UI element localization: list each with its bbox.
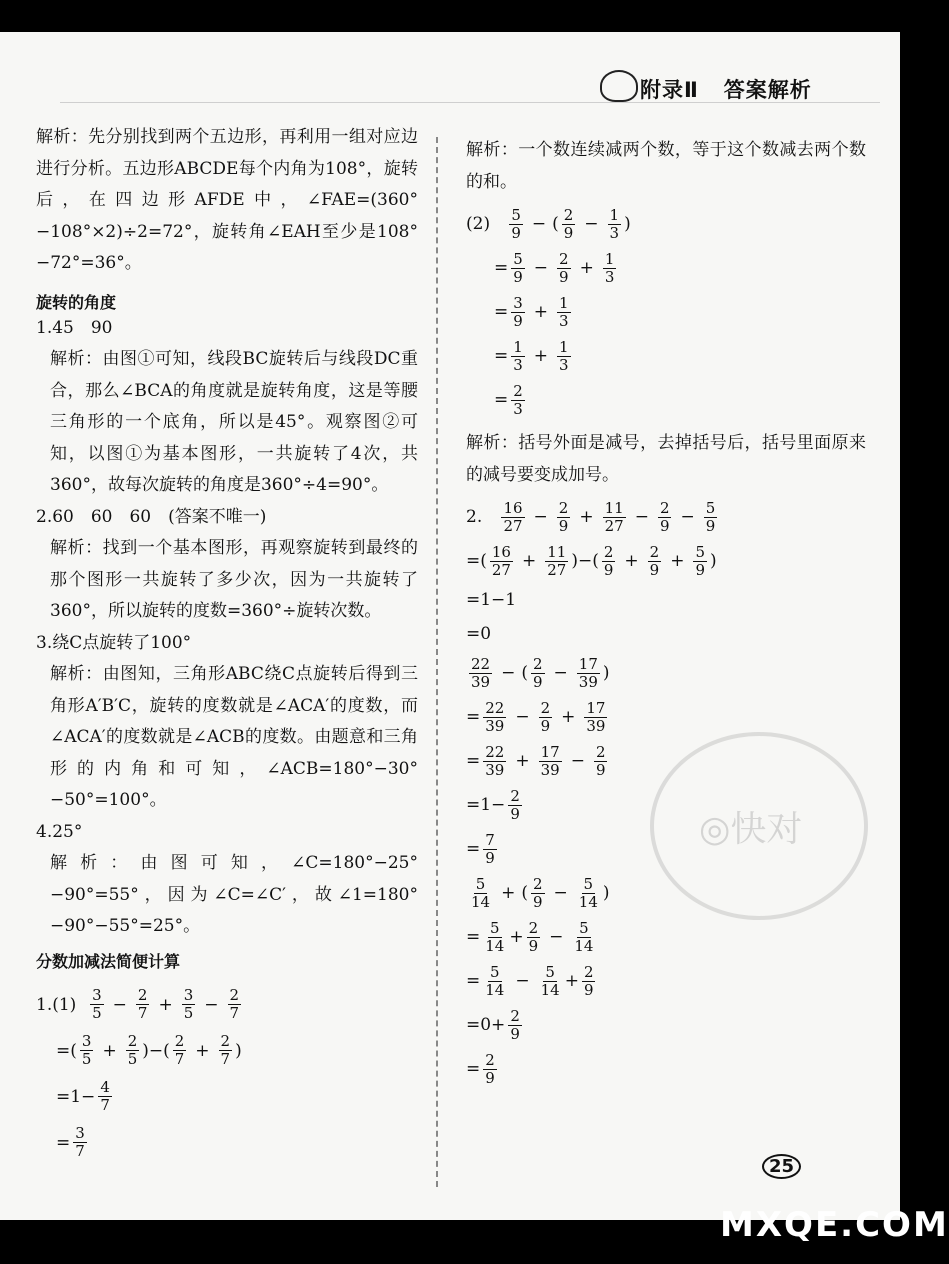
- math-line: = $\frac{3}{7}$: [56, 1124, 85, 1160]
- analysis-text: 解析：由图可知，∠C=180°−25°−90°=55°，因为∠C=∠C′，故∠1=180°−90°−55°=25°。: [50, 853, 418, 936]
- answer-line: 3.绕C点旋转了100°: [36, 632, 192, 653]
- math-line: = $\frac{22}{39}$ − $\frac{2}{9}$ + $\frac{17}{39}$: [466, 698, 606, 735]
- math-line: = $\frac{5}{14}$ + $\frac{2}{9}$ − $\frac{5}{14}$: [466, 918, 594, 955]
- appendix-label: 附录Ⅱ: [640, 78, 699, 102]
- math-line: $\frac{22}{39}$ − ( $\frac{2}{9}$ − $\frac{17}{39}$ ): [471, 654, 610, 691]
- analysis-text: 解析：由图知，三角形ABC绕C点旋转后得到三角形A′B′C，旋转的度数就是∠ACA′的度数，而∠ACA′的度数就是∠ACB的度数。由题意和三角形的内角和可知，∠ACB=180°−30°−50°=100°。: [50, 664, 418, 810]
- analysis-text: 解析：找到一个基本图形，再观察旋转到最终的那个图形一共旋转了多少次，因为一共旋转了360°，所以旋转的度数=360°÷旋转次数。: [50, 538, 418, 621]
- page-header: [640, 74, 812, 104]
- math-line: = $\frac{5}{9}$ − $\frac{2}{9}$ + $\frac{1}{3}$: [494, 249, 615, 286]
- math-line: 1.(1) $\frac{3}{5}$ − $\frac{2}{7}$ + $\frac{3}{5}$ − $\frac{2}{7}$: [36, 986, 240, 1022]
- section-label: 答案解析: [723, 78, 812, 102]
- math-line: = $\frac{3}{9}$ + $\frac{1}{3}$: [494, 293, 569, 330]
- math-line: =( $\frac{3}{5}$ + $\frac{2}{5}$ )−( $\frac{2}{7}$ + $\frac{2}{7}$ ): [56, 1032, 242, 1068]
- math-line: = $\frac{2}{3}$: [494, 381, 523, 418]
- header-rule: [60, 102, 880, 103]
- math-line: =1− $\frac{4}{7}$: [56, 1078, 110, 1114]
- stamp-seal: ◎快对: [650, 732, 868, 920]
- answer-line: 1.45 90: [36, 317, 113, 338]
- math-line: (2) $\frac{5}{9}$ − ( $\frac{2}{9}$ − $\frac{1}{3}$ ): [466, 205, 631, 242]
- analysis-text: 解析：先分别找到两个五边形，再利用一组对应边进行分析。五边形ABCDE每个内角为108°，旋转后，在四边形AFDE中，∠FAE=(360°−108°×2)÷2=72°，旋转角∠EAH至少是108°−72°=36°。: [36, 127, 418, 273]
- left-column: [36, 122, 418, 1166]
- answer-page: [0, 32, 900, 1220]
- math-line: 2. $\frac{16}{27}$ − $\frac{2}{9}$ + $\frac{11}{27}$ − $\frac{2}{9}$ − $\frac{5}{9}$: [466, 498, 716, 535]
- math-line: =0: [466, 624, 492, 644]
- math-line: =( $\frac{16}{27}$ + $\frac{11}{27}$ )−( $\frac{2}{9}$ + $\frac{2}{9}$ + $\frac{5}{9}$ ): [466, 542, 717, 579]
- math-line: = $\frac{5}{14}$ − $\frac{5}{14}$ + $\frac{2}{9}$: [466, 962, 594, 999]
- math-line: = $\frac{22}{39}$ + $\frac{17}{39}$ − $\frac{2}{9}$: [466, 742, 606, 779]
- math-line: $\frac{5}{14}$ + ( $\frac{2}{9}$ − $\frac{5}{14}$ ): [471, 874, 610, 911]
- math-line: =1−1: [466, 590, 517, 610]
- section-title: 旋转的角度: [36, 292, 117, 312]
- section-title: 分数加减法简便计算: [36, 951, 181, 971]
- analysis-text: 解析：一个数连续减两个数，等于这个数减去两个数的和。: [466, 140, 866, 192]
- math-line: = $\frac{2}{9}$: [466, 1050, 495, 1087]
- math-line: =0+ $\frac{2}{9}$: [466, 1006, 520, 1043]
- math-line: = $\frac{1}{3}$ + $\frac{1}{3}$: [494, 337, 569, 374]
- column-divider: [436, 137, 438, 1187]
- smiley-icon: [600, 70, 638, 102]
- math-line: =1− $\frac{2}{9}$: [466, 786, 520, 823]
- watermark: MXQE.COM: [720, 1205, 949, 1245]
- math-line: = $\frac{7}{9}$: [466, 830, 495, 867]
- right-column: [466, 135, 866, 1091]
- top-border: [0, 0, 900, 32]
- answer-line: 4.25°: [36, 821, 83, 842]
- analysis-text: 解析：括号外面是减号，去掉括号后，括号里面原来的减号要变成加号。: [466, 433, 866, 485]
- answer-line: 2.60 60 60 (答案不唯一): [36, 506, 267, 527]
- analysis-text: 解析：由图①可知，线段BC旋转后与线段DC重合，那么∠BCA的角度就是旋转角度，这是等腰三角形的一个底角，所以是45°。观察图②可知，以图①为基本图形，一共旋转了4次，共360°，故每次旋转的角度是360°÷4=90°。: [50, 349, 418, 495]
- page-number: 25: [762, 1154, 801, 1179]
